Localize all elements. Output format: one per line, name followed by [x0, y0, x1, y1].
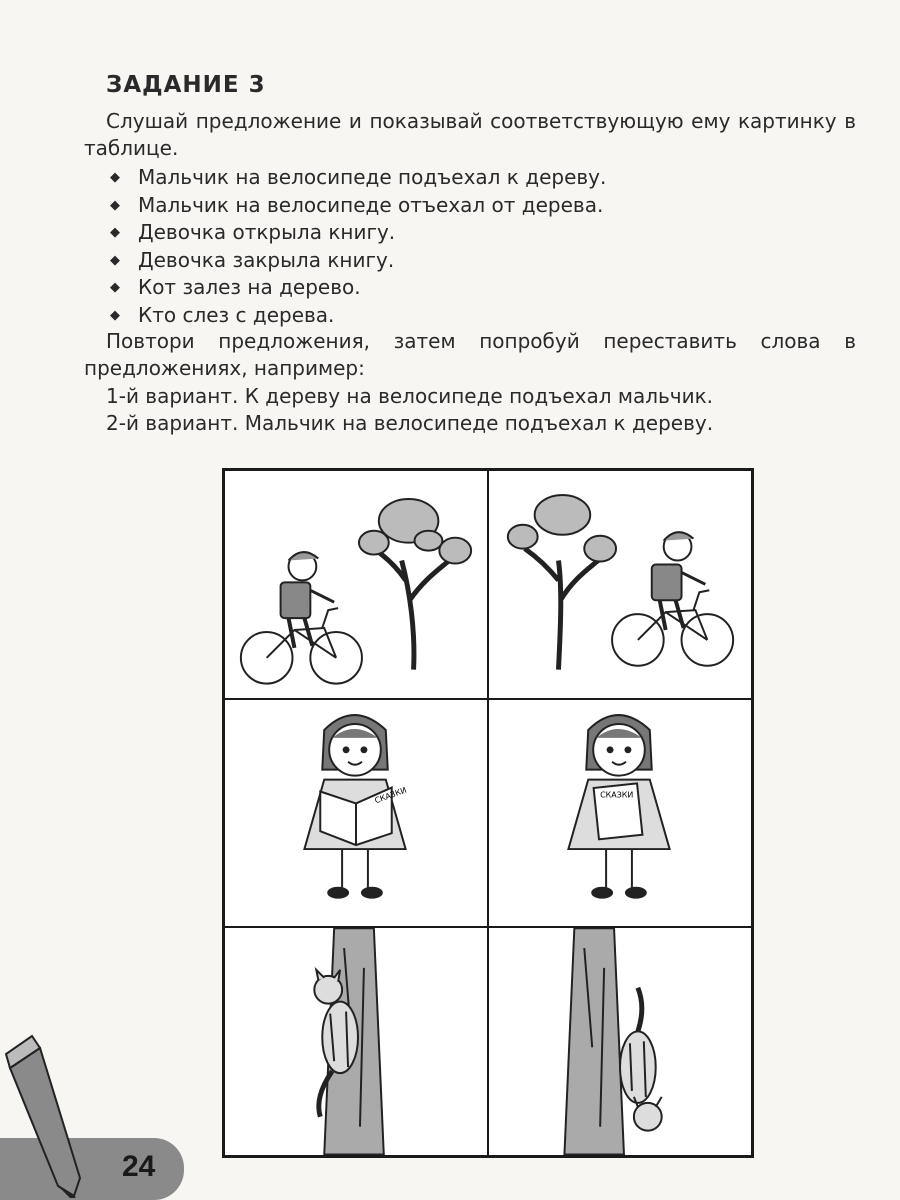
picture-cat-climbing-down[interactable] — [488, 927, 752, 1156]
list-item — [106, 164, 606, 192]
sentence-text: Кот залез на дерево. — [138, 275, 361, 299]
cat-descending-tree-illustration — [489, 928, 751, 1155]
sentence-list — [106, 164, 606, 329]
diamond-bullet-icon: ◆ — [110, 307, 120, 323]
pencil-icon — [0, 1028, 100, 1198]
list-item — [106, 247, 606, 275]
page-number: 24 — [122, 1150, 156, 1183]
diamond-bullet-icon: ◆ — [110, 197, 120, 213]
book-title-text: СКАЗКИ — [600, 790, 634, 800]
repeat-instruction: Повтори предложения, затем попробуй переставить слова в предложениях, например: — [84, 329, 856, 380]
girl-open-book-illustration — [225, 700, 487, 927]
variant-1: 1-й вариант. К дереву на велосипеде подъехал мальчик. — [106, 384, 714, 408]
picture-boy-leaving-tree[interactable] — [488, 470, 752, 699]
picture-cat-climbing-up[interactable] — [224, 927, 488, 1156]
list-item — [106, 274, 606, 302]
girl-closed-book-illustration — [489, 700, 751, 927]
list-item — [106, 192, 606, 220]
sentence-text: Мальчик на велосипеде отъехал от дерева. — [138, 192, 604, 217]
task-title: ЗАДАНИЕ 3 — [106, 72, 266, 98]
sentence-text: Кто слез с дерева. — [138, 302, 335, 327]
picture-girl-open-book[interactable] — [224, 699, 488, 928]
picture-girl-closed-book[interactable] — [488, 699, 752, 928]
list-item — [106, 219, 606, 247]
boy-bike-tree-illustration — [489, 471, 751, 698]
diamond-bullet-icon: ◆ — [110, 170, 120, 185]
diamond-bullet-icon: ◆ — [110, 280, 120, 295]
sentence-text: Девочка закрыла книгу. — [138, 247, 395, 272]
book-title-text: СКАЗКИ — [373, 785, 408, 805]
list-item — [106, 302, 606, 330]
sentence-text: Мальчик на велосипеде подъехал к дереву. — [138, 165, 607, 189]
boy-bike-tree-illustration — [225, 471, 487, 698]
cat-climbing-tree-illustration — [225, 928, 487, 1155]
diamond-bullet-icon: ◆ — [110, 225, 120, 240]
task-intro: Слушай предложение и показывай соответствующую ему картинку в таблице. — [84, 109, 856, 160]
variant-2: 2-й вариант. Мальчик на велосипеде подъехал к дереву. — [106, 411, 714, 435]
picture-boy-approaching-tree[interactable] — [224, 470, 488, 699]
picture-table — [222, 468, 754, 1158]
sentence-text: Девочка открыла книгу. — [138, 220, 396, 244]
diamond-bullet-icon: ◆ — [110, 252, 120, 268]
